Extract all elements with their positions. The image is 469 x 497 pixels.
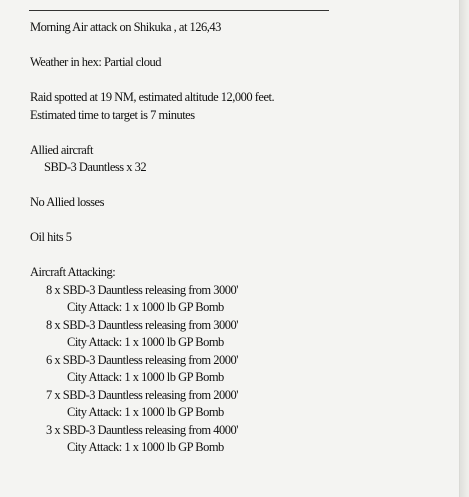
weather-line: Weather in hex: Partial cloud [30, 55, 161, 69]
spacer [30, 212, 450, 230]
time-to-target-line: Estimated time to target is 7 minutes [30, 107, 195, 122]
attack-payload: City Attack: 1 x 1000 lb GP Bomb [67, 300, 224, 314]
spacer [30, 177, 450, 195]
attack-group: 6 x SBD-3 Dauntless releasing from 2000' [46, 352, 238, 367]
spacer [30, 124, 450, 142]
oil-hits-line: Oil hits 5 [30, 230, 72, 244]
attack-group: 8 x SBD-3 Dauntless releasing from 3000' [46, 317, 238, 332]
spacer [30, 72, 450, 90]
allied-aircraft-entry: SBD-3 Dauntless x 32 [44, 160, 147, 174]
attack-payload: City Attack: 1 x 1000 lb GP Bomb [67, 370, 224, 384]
combat-report-text [30, 19, 450, 457]
header-divider [29, 10, 329, 11]
scrollbar-track[interactable] [460, 0, 469, 497]
report-title: Morning Air attack on Shikuka , at 126,43 [30, 20, 221, 34]
spacer [30, 37, 450, 55]
attack-group: 3 x SBD-3 Dauntless releasing from 4000' [46, 422, 238, 437]
attack-group: 8 x SBD-3 Dauntless releasing from 3000' [46, 282, 238, 297]
spacer [30, 247, 450, 265]
attack-payload: City Attack: 1 x 1000 lb GP Bomb [67, 405, 224, 419]
attack-payload: City Attack: 1 x 1000 lb GP Bomb [67, 335, 224, 349]
attack-payload: City Attack: 1 x 1000 lb GP Bomb [67, 440, 224, 454]
attack-group: 7 x SBD-3 Dauntless releasing from 2000' [46, 387, 238, 402]
losses-line: No Allied losses [30, 195, 104, 209]
aircraft-attacking-header: Aircraft Attacking: [30, 265, 116, 279]
allied-aircraft-header: Allied aircraft [30, 142, 93, 157]
raid-spotted-line: Raid spotted at 19 NM, estimated altitude 12,000 feet. [30, 90, 275, 104]
